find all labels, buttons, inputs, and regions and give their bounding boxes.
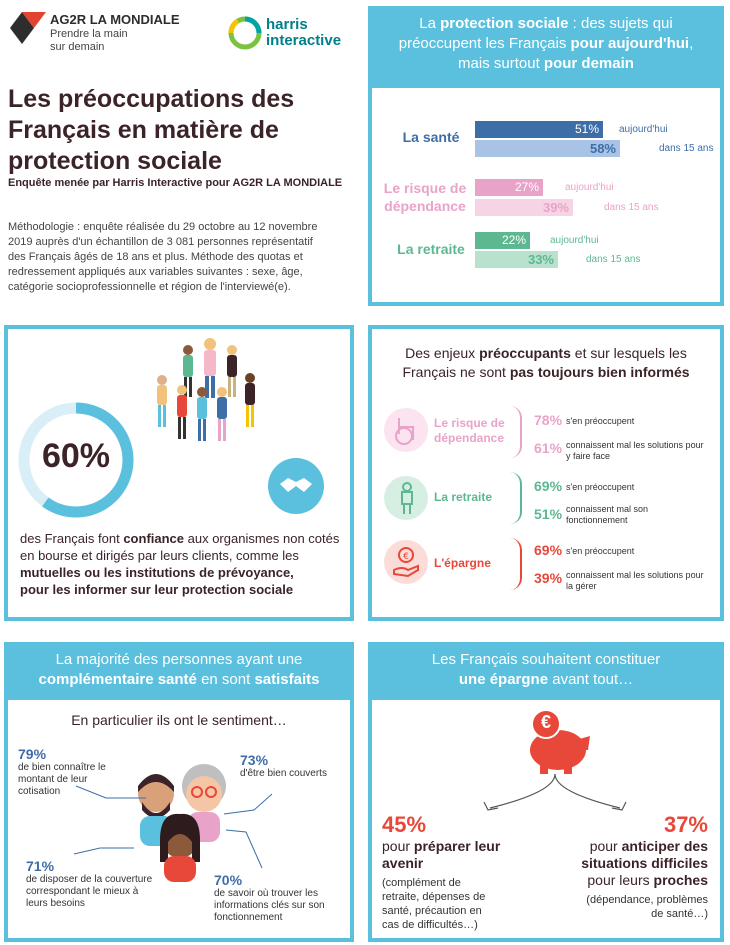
bar-value: 22% xyxy=(501,233,526,247)
connector-lines xyxy=(4,642,354,942)
bar-retraite-future xyxy=(475,251,558,268)
issue-bracket xyxy=(510,472,522,524)
stat-text: correspondant le mieux à xyxy=(26,886,139,897)
bar-label-text: La santé xyxy=(402,129,460,145)
savings-left-detail: santé, précaution en xyxy=(382,905,482,917)
savings-right-detail: (dépendance, problèmes xyxy=(586,894,708,906)
issues-head-text: pas toujours bien informés xyxy=(509,364,690,380)
ag2r-tagline-1: Prendre la main xyxy=(50,28,128,40)
issue-text-line: y faire face xyxy=(566,451,611,461)
methodology-line: 2019 auprès d'un échantillon de 3 081 personnes représentatif xyxy=(8,236,313,248)
bar-cap-today: aujourd'hui xyxy=(619,124,668,135)
trust-text-line: en bourse et dirigés par leurs clients, comme les xyxy=(20,548,299,563)
satisfaction-head-line: La majorité des personnes ayant une xyxy=(55,651,303,668)
bar-cap-future: dans 15 ans xyxy=(604,202,659,213)
methodology-line: des Français âgés de 18 ans et plus. Méthode des quotas et xyxy=(8,251,303,263)
bar-label-text: dépendance xyxy=(384,198,466,214)
savings-right-text: pour leurs xyxy=(587,872,654,888)
harris-logo-mark xyxy=(228,16,262,50)
issue-label-text: L'épargne xyxy=(434,556,491,570)
bar-value: 27% xyxy=(514,180,539,194)
bar-cap-today: aujourd'hui xyxy=(550,235,599,246)
trust-text-part: confiance xyxy=(123,531,185,546)
issue-text-1: s'en préoccupent xyxy=(566,482,635,492)
ag2r-tagline-2: sur demain xyxy=(50,41,105,53)
satisfaction-head-text: complémentaire santé xyxy=(38,671,197,688)
savings-hand-icon xyxy=(392,546,420,578)
wheelchair-icon xyxy=(392,414,420,446)
ag2r-logo xyxy=(8,8,208,58)
issue-text-1: s'en préoccupent xyxy=(566,416,635,426)
issue-label-text: dépendance xyxy=(434,431,505,445)
savings-right-text: proches xyxy=(653,872,708,888)
issue-label-retraite xyxy=(434,490,510,505)
issues-head-text: préoccupants xyxy=(479,345,571,361)
svg-text:€: € xyxy=(403,552,409,562)
methodology xyxy=(8,220,353,295)
issue-text-1: s'en préoccupent xyxy=(566,546,635,556)
stat-text: de savoir où trouver les xyxy=(214,888,318,899)
savings-head-text: avant tout… xyxy=(548,671,634,688)
savings-right-detail: de santé…) xyxy=(651,908,708,920)
trust-text-line: mutuelles ou les institutions de prévoyance, xyxy=(20,565,294,580)
protection-head-text: préoccupent les Français xyxy=(398,35,571,52)
bar-label-retraite xyxy=(388,240,474,258)
issue-label-text: Le risque de xyxy=(434,416,505,430)
issues-head-line-1 xyxy=(372,344,720,363)
stat-text: montant de leur xyxy=(18,774,88,785)
issue-pct-1: 69% xyxy=(534,478,563,494)
handshake-icon xyxy=(278,474,314,498)
savings-left-text: préparer leur xyxy=(413,838,501,854)
bar-label-dependance xyxy=(380,179,470,215)
title-line-3: protection sociale xyxy=(8,147,222,175)
savings-left-text: pour xyxy=(382,838,414,854)
issue-pct-1: 78% xyxy=(534,412,563,428)
issue-text-line: connaissent mal son xyxy=(566,504,649,514)
issue-text-line: fonctionnement xyxy=(566,515,628,525)
satisfaction-head-text: en sont xyxy=(196,671,255,688)
protection-head-text: pour aujourd'hui xyxy=(570,35,690,52)
issue-text-2 xyxy=(566,504,648,526)
stat-pct: 71% xyxy=(26,858,55,874)
protection-head-text: pour demain xyxy=(543,55,634,72)
protection-panel-header xyxy=(368,6,724,88)
issue-text-line: connaissent mal les solutions pour xyxy=(566,570,704,580)
issue-text-line: connaissent mal les solutions pour xyxy=(566,440,704,450)
stat-pct: 79% xyxy=(18,746,47,762)
savings-right-head xyxy=(560,872,708,889)
savings-left-detail: (complément de xyxy=(382,877,461,889)
harris-word-2: interactive xyxy=(266,32,342,49)
trust-text-line: pour les informer sur leur protection sociale xyxy=(20,582,294,597)
bar-value: 58% xyxy=(589,141,616,156)
bar-value: 33% xyxy=(527,252,554,267)
satisfaction-subtitle: En particulier ils ont le sentiment… xyxy=(71,712,287,728)
protection-head-line-1 xyxy=(368,14,724,34)
people-group-illustration xyxy=(150,334,270,454)
savings-head-line: Les Français souhaitent constituer xyxy=(431,651,661,668)
page-subtitle: Enquête menée par Harris Interactive pour AG2R LA MONDIALE xyxy=(8,177,343,189)
stat-text: de disposer de la couverture xyxy=(26,874,153,885)
methodology-line: redressement appliqués aux variables suivantes : sexe, âge, xyxy=(8,266,303,278)
protection-head-text: protection sociale xyxy=(440,15,569,32)
handshake-badge xyxy=(268,458,324,514)
bar-cap-today: aujourd'hui xyxy=(565,182,614,193)
trust-text-line xyxy=(20,530,350,547)
protection-head-text: mais surtout xyxy=(458,55,544,72)
issue-icon-circle xyxy=(384,476,428,520)
satisfaction-head-text: satisfaits xyxy=(254,671,320,688)
issue-label-epargne xyxy=(434,556,510,571)
issue-icon-circle xyxy=(384,408,428,452)
savings-left-text: avenir xyxy=(382,855,424,871)
issue-bracket xyxy=(510,538,522,590)
stat-text: de bien connaître le xyxy=(18,762,106,773)
bar-value: 39% xyxy=(542,200,569,215)
stat-pct: 70% xyxy=(214,872,243,888)
issue-icon-circle xyxy=(384,540,428,584)
protection-head-text: : des sujets qui xyxy=(568,15,673,32)
protection-head-line-3 xyxy=(368,54,724,74)
issue-text-2 xyxy=(566,440,704,462)
bar-cap-future: dans 15 ans xyxy=(659,143,714,154)
savings-head-text: une épargne xyxy=(458,671,549,688)
trust-percentage: 60% xyxy=(41,437,111,475)
bar-sante-today xyxy=(475,121,603,138)
bar-cap-future: dans 15 ans xyxy=(586,254,641,265)
protection-head-text: , xyxy=(689,35,694,52)
savings-right xyxy=(560,812,708,921)
protection-head-text: La xyxy=(419,15,441,32)
title-line-2: Français en matière de xyxy=(8,116,279,144)
issue-pct-2: 61% xyxy=(534,440,563,456)
stat-text: informations clés sur son xyxy=(214,900,325,911)
stat-text: cotisation xyxy=(18,786,61,797)
bar-dependance-future xyxy=(475,199,573,216)
issues-head-text: Français ne sont xyxy=(402,364,510,380)
savings-left xyxy=(382,812,522,932)
issue-bracket xyxy=(510,406,522,458)
bar-value: 51% xyxy=(574,122,599,136)
savings-left-detail: retraite, dépenses de xyxy=(382,891,486,903)
harris-logo xyxy=(228,14,358,54)
methodology-line: Méthodologie : enquête réalisée du 29 octobre au 12 novembre xyxy=(8,221,318,233)
issues-head-text: Des enjeux xyxy=(405,345,480,361)
bar-label-sante xyxy=(388,128,474,146)
savings-panel-header xyxy=(368,642,724,700)
issues-head-line-2 xyxy=(372,363,720,382)
savings-right-text: pour xyxy=(589,838,622,854)
issue-pct-2: 39% xyxy=(534,570,563,586)
page-title xyxy=(8,84,348,177)
savings-right-head xyxy=(560,838,708,855)
issue-text-line: la gérer xyxy=(566,581,597,591)
trust-text-part: des Français font xyxy=(20,531,124,546)
savings-right-text: situations difficiles xyxy=(581,855,708,871)
savings-right-text: anticiper des xyxy=(621,838,708,854)
bar-dependance-today xyxy=(475,179,543,196)
savings-left-pct: 45% xyxy=(382,812,427,837)
issue-label-dependance xyxy=(434,416,510,446)
ag2r-name: AG2R LA MONDIALE xyxy=(50,12,180,27)
bar-label-text: La retraite xyxy=(397,241,465,257)
harris-word-1: harris xyxy=(266,16,308,33)
stat-text: fonctionnement xyxy=(214,912,283,923)
savings-head-line xyxy=(368,670,724,690)
ag2r-logo-mark xyxy=(8,8,48,48)
savings-left-head xyxy=(382,838,522,855)
bar-sante-future xyxy=(475,140,620,157)
issue-pct-1: 69% xyxy=(534,542,563,558)
trust-text xyxy=(20,530,350,598)
savings-right-pct: 37% xyxy=(663,812,708,837)
trust-text-part: aux organismes non cotés xyxy=(184,531,340,546)
methodology-line: catégorie socioprofessionnelle et région de l'interviewé(e). xyxy=(8,281,291,293)
title-line-1: Les préoccupations des xyxy=(8,85,295,113)
stat-text: d'être bien couverts xyxy=(240,768,327,779)
bar-retraite-today xyxy=(475,232,530,249)
issue-label-text: La retraite xyxy=(434,490,493,504)
issues-panel-header xyxy=(372,344,720,382)
issues-head-text: et sur lesquels les xyxy=(570,345,687,361)
issue-pct-2: 51% xyxy=(534,506,563,522)
savings-left-detail: cas de difficultés…) xyxy=(382,919,478,931)
elderly-person-icon xyxy=(396,482,418,514)
stat-pct: 73% xyxy=(240,752,269,768)
euro-symbol: € xyxy=(540,712,551,732)
issue-text-2 xyxy=(566,570,704,592)
stat-text: leurs besoins xyxy=(26,898,85,909)
bar-label-text: Le risque de xyxy=(383,180,467,196)
protection-head-line-2 xyxy=(368,34,724,54)
